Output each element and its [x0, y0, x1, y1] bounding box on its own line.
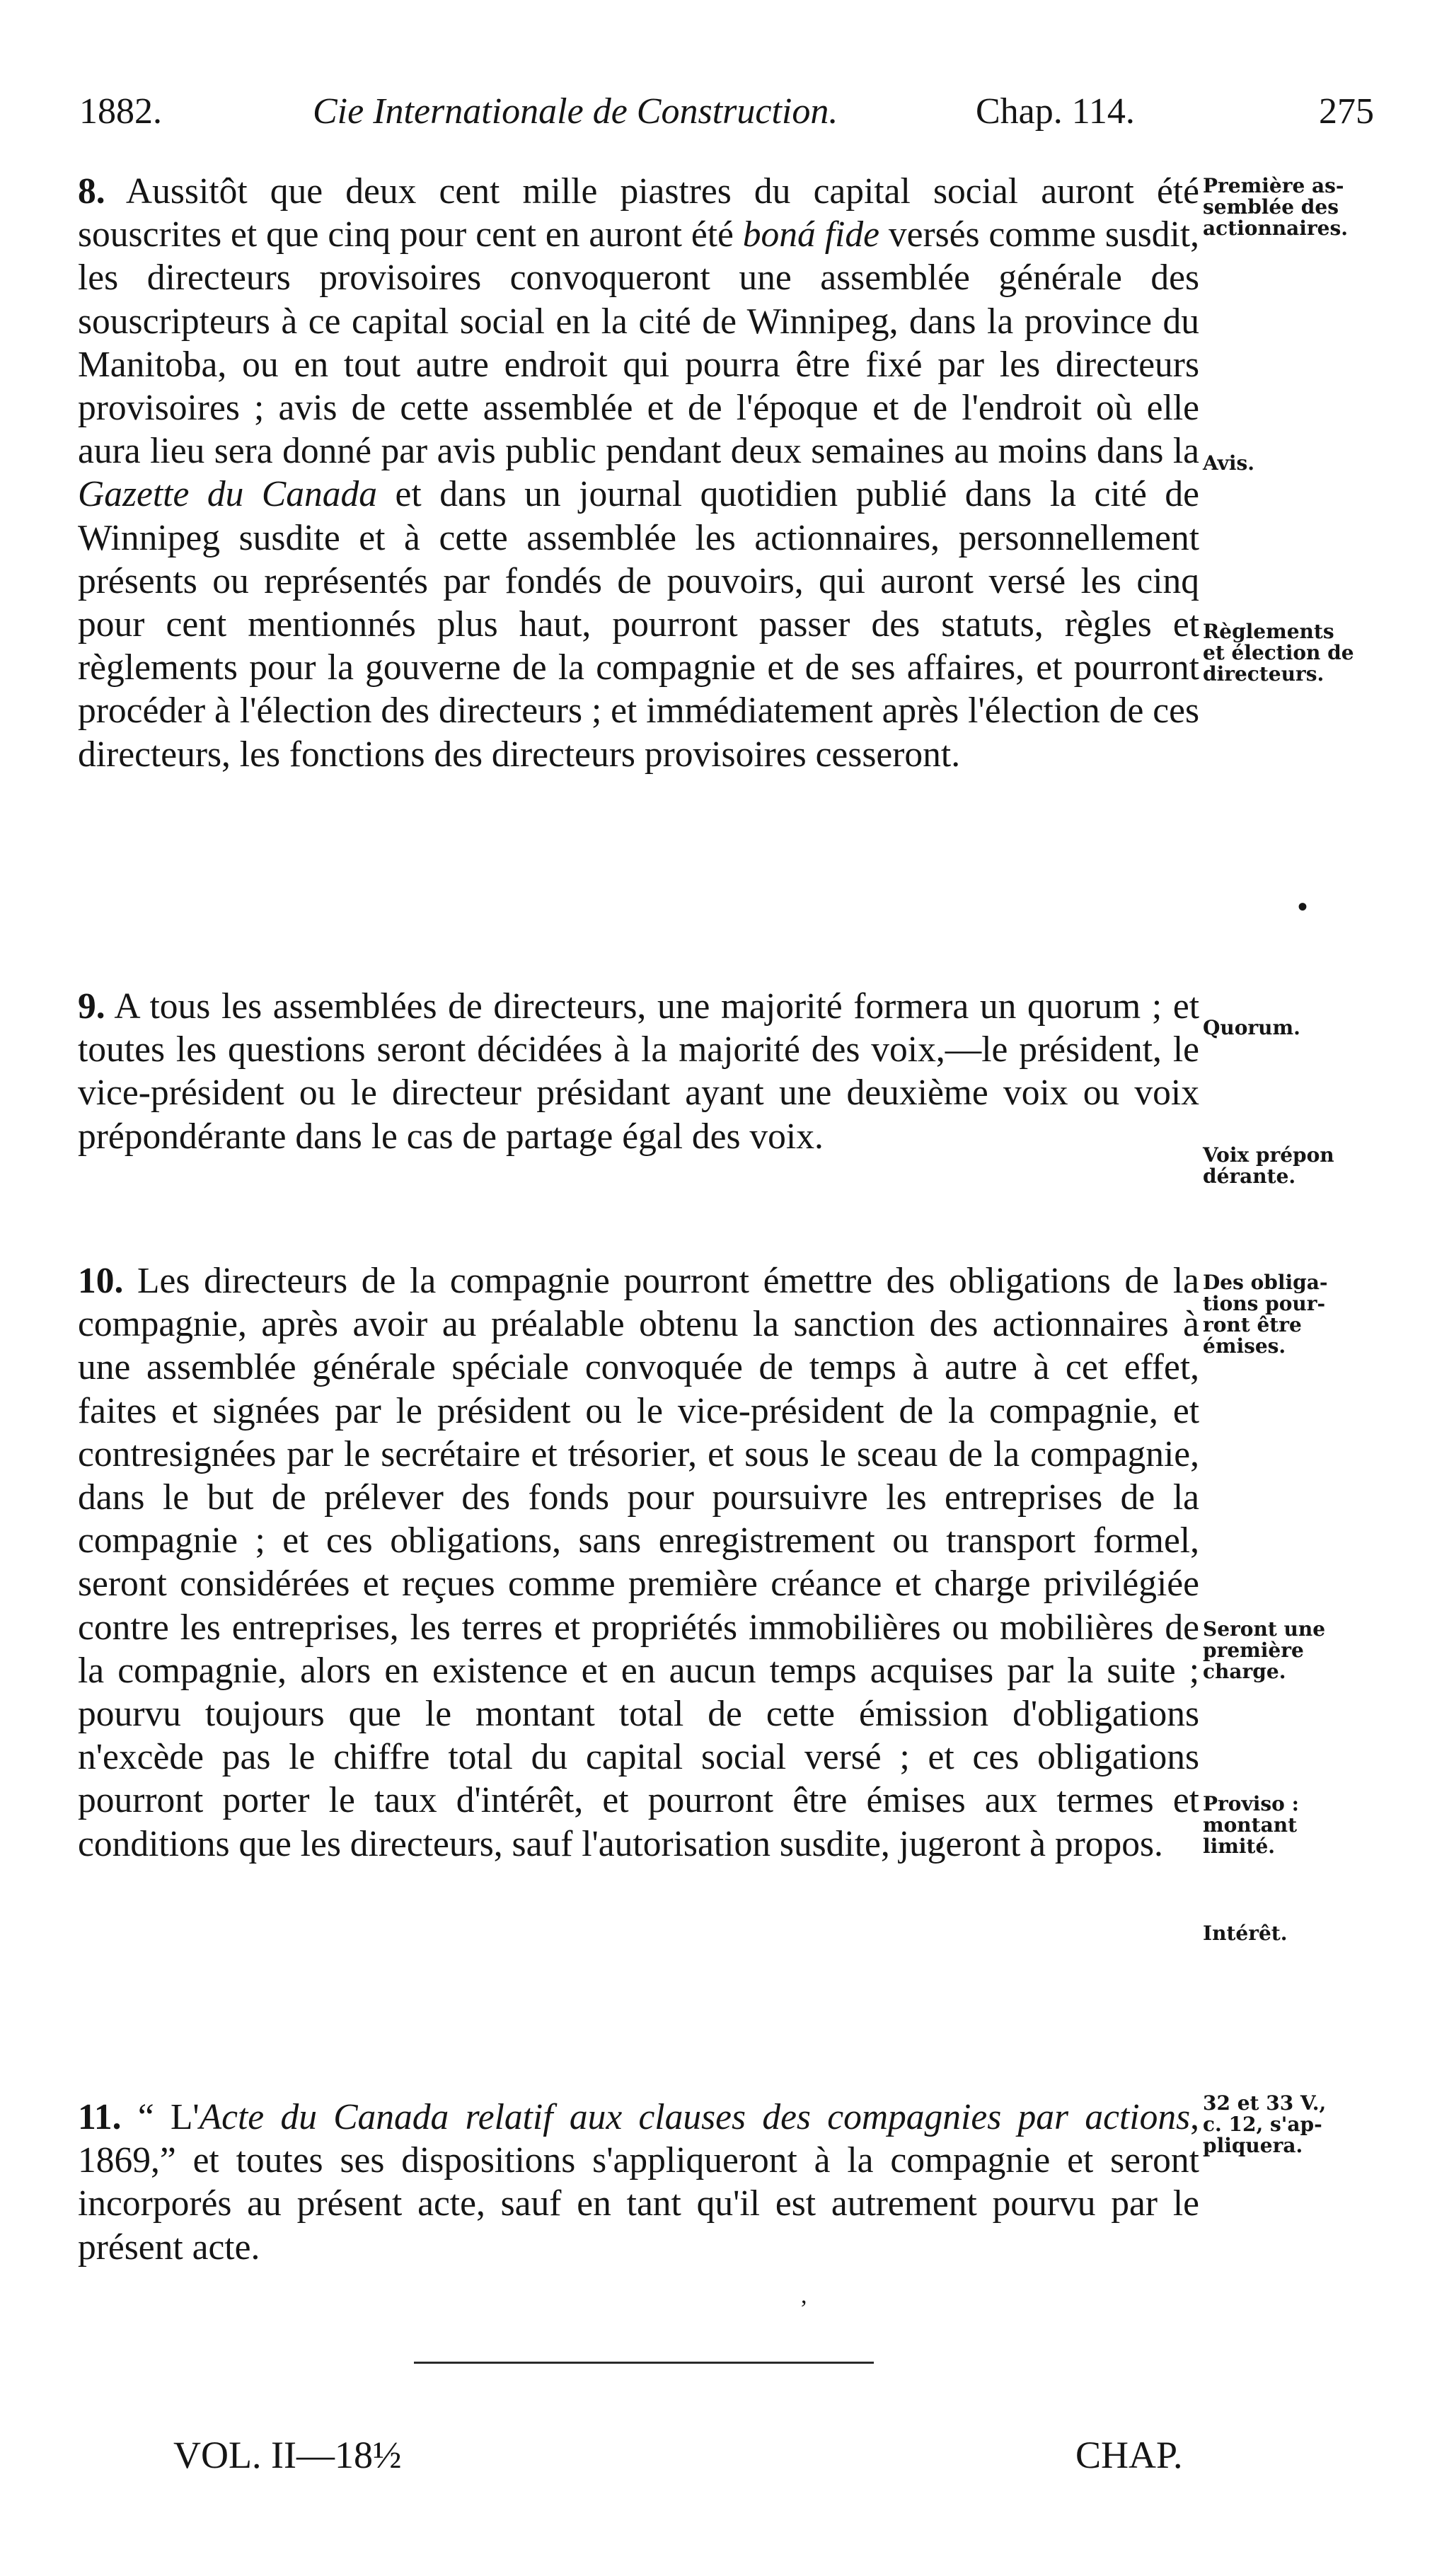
margin-note-line: Intérêt.	[1203, 1922, 1288, 1945]
margin-note-quorum	[1203, 1017, 1373, 1039]
margin-note-interest	[1203, 1923, 1373, 1944]
section-8	[78, 170, 1199, 776]
margin-note-line: semblée des	[1203, 195, 1339, 219]
section-text: Les directeurs de la compagnie pourront émettre des obligations de la compagnie, après avoir au préalable obtenu la sanction des actionnaires à une assemblée générale spéciale convoquée de temps à autre à cet effet, faites et signées par le président ou le vice-président de la compagnie, et contresignées par le secrétaire et trésorier, et sous le sceau de la compagnie, dans le but de prélever des fonds pour poursuivre les entreprises de la compagnie ; et ces obligations, sans enregistrement ou transport formel, seront considérées et reçues comme première créance et charge privilégiée contre les entreprises, les terres et propriétés immobilières ou mobilières de la compagnie, alors en existence et en aucun temps acquises par la suite ; pourvu toujours que le montant total de cette émission d'obligations n'excède pas le chiffre total du capital social versé ; et ces obligations pourront porter le taux d'intérêt, et pourront être émises aux termes et conditions que les directeurs, sauf l'autorisation susdite, jugeront à propos.	[78, 1261, 1199, 1864]
margin-note-act-applies	[1203, 2093, 1373, 2156]
section-number: 11.	[78, 2097, 122, 2137]
margin-note-line: charge.	[1203, 1660, 1286, 1683]
margin-note-line: émises.	[1203, 1334, 1286, 1358]
margin-note-notice	[1203, 453, 1373, 474]
section-number: 10.	[78, 1261, 124, 1301]
running-header	[79, 83, 1374, 140]
margin-note-first-meeting	[1203, 175, 1373, 239]
header-chapter: Chap. 114.	[976, 91, 1135, 132]
header-title: Cie Internationale de Construction.	[313, 91, 838, 132]
margin-note-line: Quorum.	[1203, 1016, 1300, 1039]
margin-note-line: limité.	[1203, 1835, 1276, 1858]
section-text: Acte du Canada relatif aux clauses des compagnies par actions	[199, 2097, 1191, 2137]
margin-note-line: dérante.	[1203, 1165, 1296, 1188]
margin-note-line: montant	[1203, 1813, 1298, 1837]
section-number: 9.	[78, 986, 105, 1027]
section-text: Gazette du Canada	[78, 474, 377, 515]
margin-note-line: 32 et 33 V.,	[1203, 2091, 1327, 2115]
margin-note-line: Voix prépon	[1203, 1143, 1334, 1167]
margin-note-line: première	[1203, 1639, 1304, 1662]
ink-mark: •	[1298, 891, 1308, 923]
footer-catchword: CHAP.	[1075, 2434, 1183, 2476]
closing-rule	[414, 2362, 874, 2364]
margin-note-bonds	[1203, 1272, 1373, 1357]
margin-note-line: Première as-	[1203, 174, 1344, 197]
header-year: 1882.	[79, 91, 162, 132]
margin-note-line: c. 12, s'ap-	[1203, 2113, 1322, 2136]
section-text: Aussitôt que deux cent mille piastres du capital social auront été souscrites et que cinq pour cent en auront été	[78, 171, 1199, 255]
margin-note-line: Proviso :	[1203, 1792, 1299, 1815]
section-text: versés comme susdit, les directeurs provisoires convoqueront une assemblée générale des souscripteurs à ce capital social en la cité de Winnipeg, dans la province du Manitoba, ou en tout autre endroit qui pourra être fixé par les directeurs provisoires ; avis de cette assemblée et de l'époque et de l'endroit où elle aura lieu sera donné par avis public pendant deux semaines au moins dans la	[78, 214, 1199, 472]
margin-note-line: Règlements	[1203, 620, 1334, 643]
margin-note-proviso	[1203, 1794, 1373, 1857]
margin-note-bylaws	[1203, 621, 1373, 685]
section-text: A tous les assemblées de directeurs, une majorité formera un quorum ; et toutes les questions seront décidées à la majorité des voix,—le président, le vice-président ou le directeur présidant ayant une deuxième voix ou voix prépondérante dans le cas de partage égal des voix.	[78, 986, 1199, 1157]
margin-note-line: Avis.	[1203, 451, 1255, 475]
margin-note-line: Des obliga-	[1203, 1271, 1328, 1294]
margin-note-casting-vote	[1203, 1145, 1373, 1187]
section-10	[78, 1259, 1199, 1866]
margin-note-line: actionnaires.	[1203, 216, 1349, 240]
margin-note-line: pliquera.	[1203, 2134, 1303, 2157]
margin-note-first-charge	[1203, 1619, 1373, 1682]
section-text: boná fide	[742, 214, 879, 255]
margin-note-line: et élection de	[1203, 641, 1354, 664]
margin-note-line: tions pour-	[1203, 1292, 1326, 1315]
margin-note-line: ront être	[1203, 1313, 1302, 1336]
section-9	[78, 985, 1199, 1158]
section-text: et dans un journal quotidien publié dans la cité de Winnipeg susdite et à cette assemblée les actionnaires, personnellement présents ou représentés par fondés de pouvoirs, qui auront versé les cinq pour cent mentionnés plus haut, pourront passer des statuts, règles et règlements pour la gouverne de la compagnie et de ses affaires, et pourront procéder à l'élection des directeurs ; et immédiatement après l'élection de ces directeurs, les fonctions des directeurs provisoires cesseront.	[78, 474, 1199, 775]
margin-note-line: Seront une	[1203, 1617, 1326, 1641]
footer-signature: VOL. II—18½	[173, 2434, 402, 2476]
margin-note-line: directeurs.	[1203, 662, 1325, 686]
section-text: “ L'	[121, 2097, 200, 2137]
section-text: , 1869,” et toutes ses dispositions s'appliqueront à la compagnie et seront incorporés au présent acte, sauf en tant qu'il est autrement pourvu par le présent acte.	[78, 2097, 1199, 2268]
section-number: 8.	[78, 171, 105, 212]
header-page-number: 275	[1319, 91, 1374, 132]
section-11	[78, 2096, 1199, 2269]
ink-mark: ,	[801, 2282, 807, 2309]
